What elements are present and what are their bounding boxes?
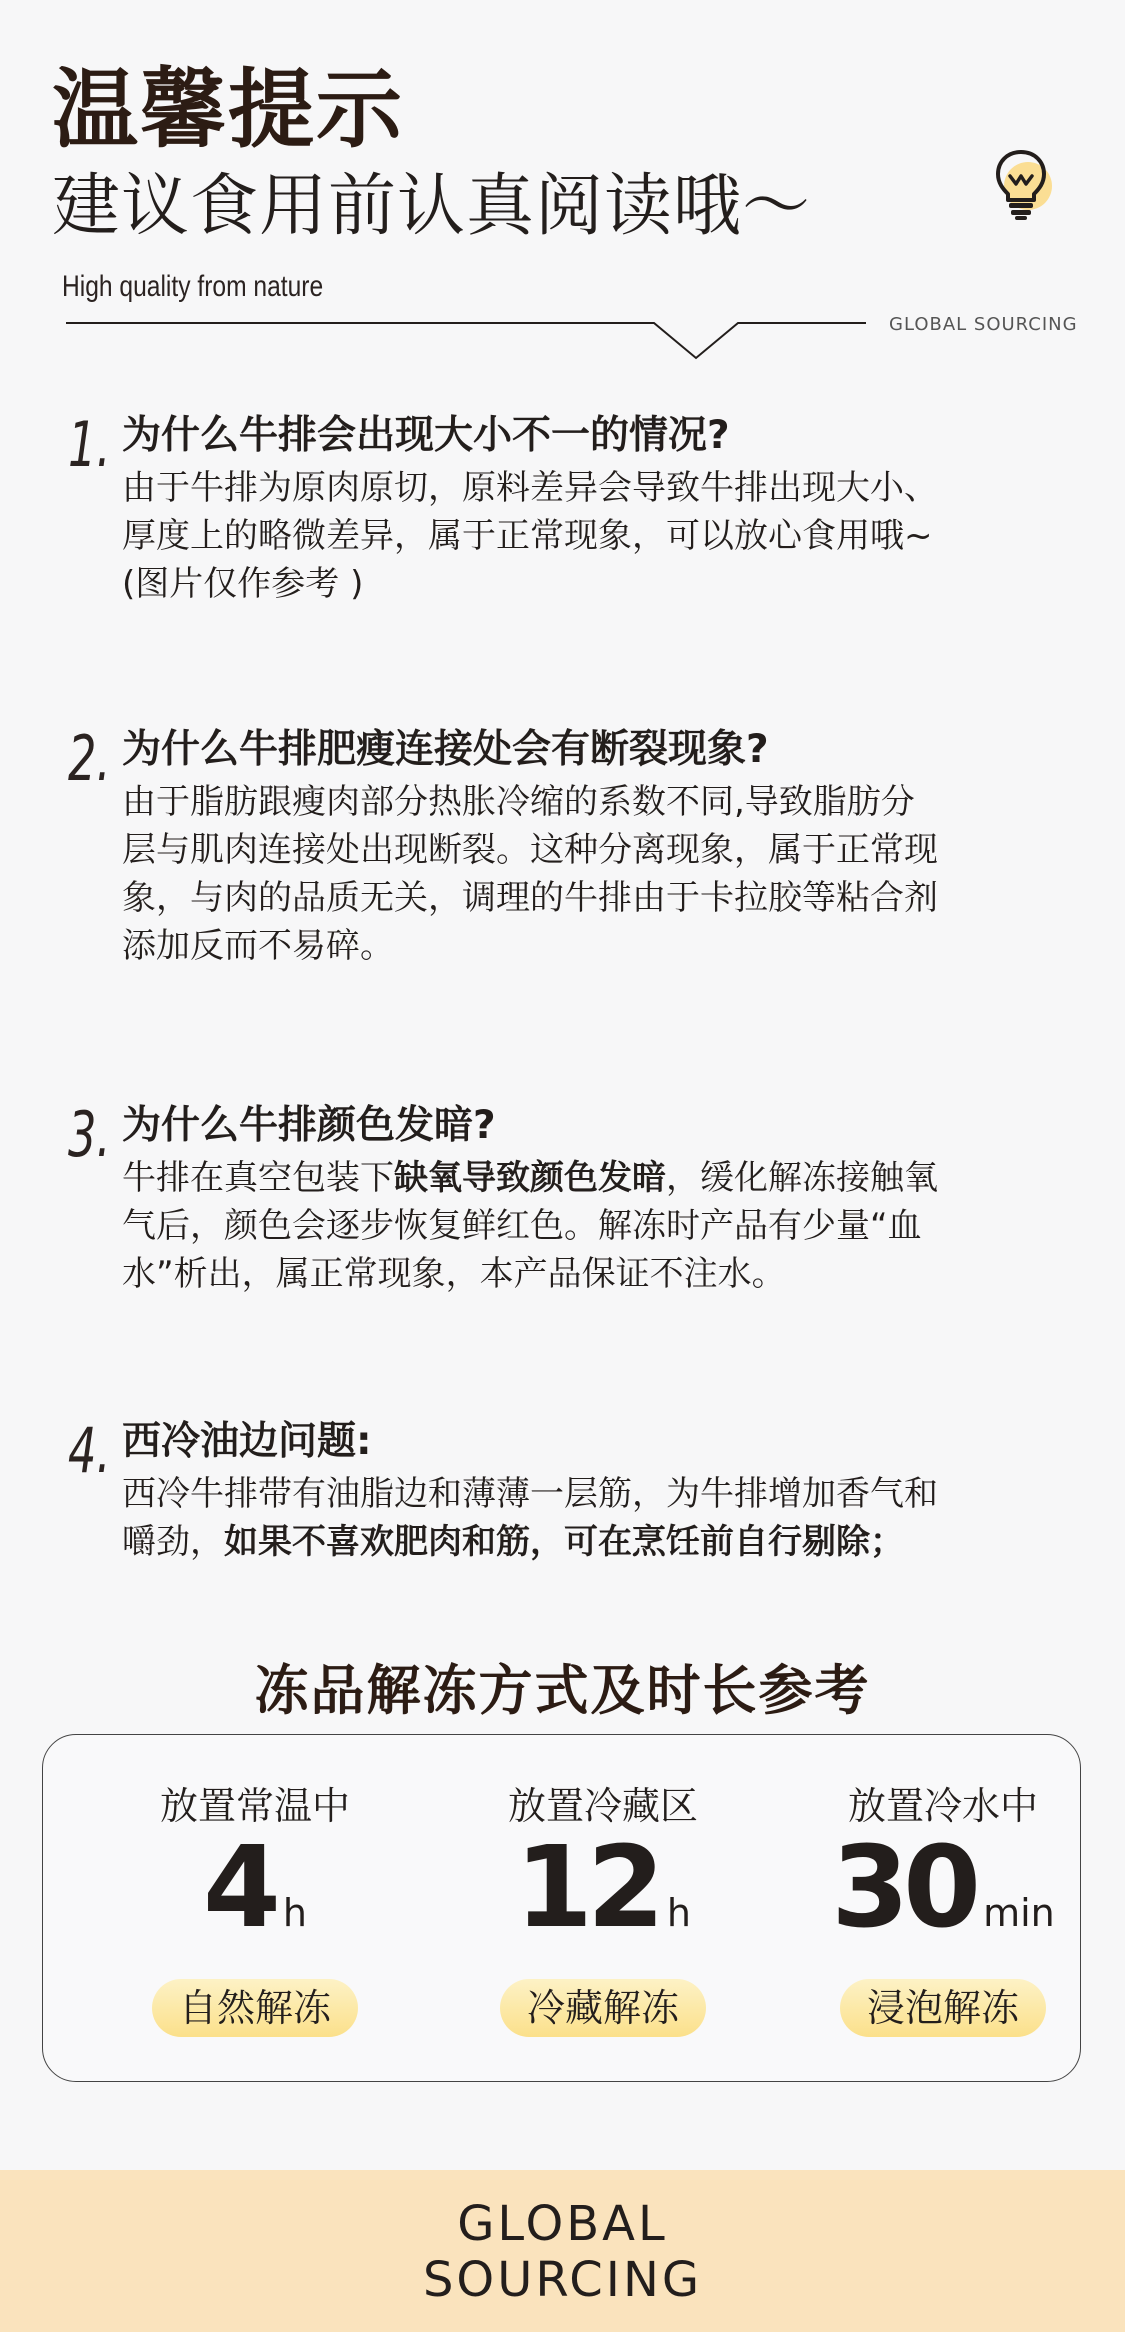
duration-unit: h [282,1891,308,1935]
answer-line [122,1154,1112,1202]
footer-banner [0,2170,1125,2332]
answer-line: 由于脂肪跟瘦肉部分热胀冷缩的系数不同,导致脂肪分 [122,782,915,822]
answer-emphasis: 如果不喜欢肥肉和筋，可在烹饪前自行剔除； [224,1522,904,1562]
lightbulb-icon [986,146,1056,222]
duration-value: 30 [831,1823,976,1953]
thaw-method-tag: 浸泡解冻 [840,1979,1046,2037]
thaw-method-label: 放置冷藏区 [507,1784,698,1828]
thaw-card [42,1734,1081,2082]
page-title: 温馨提示 [52,60,404,160]
thaw-duration [793,1823,1093,1953]
answer-text: ，缓化解冻接触氧 [666,1158,938,1198]
thaw-method-tag: 自然解冻 [152,1979,358,2037]
divider-line [66,318,866,364]
answer-line: 象，与肉的品质无关，调理的牛排由于卡拉胶等粘合剂 [122,878,938,918]
item-answer [122,778,1112,970]
thaw-method-label: 放置常温中 [159,1784,350,1828]
answer-line [122,1518,1112,1566]
item-number: 4. [68,1414,111,1487]
duration-value: 12 [515,1823,659,1953]
footer-brand [0,2196,1125,2308]
footer-line-2: SOURCING [422,2252,703,2308]
duration-value: 4 [202,1823,275,1953]
item-question: 为什么牛排会出现大小不一的情况? [122,413,730,458]
footer-line-1: GLOBAL [457,2196,668,2252]
item-question: 西冷油边问题: [122,1419,372,1464]
answer-line: 厚度上的略微差异，属于正常现象，可以放心食用哦~ [122,516,933,556]
answer-line: 气后，颜色会逐步恢复鲜红色。解冻时产品有少量“血 [122,1206,922,1246]
answer-emphasis: 缺氧导致颜色发暗 [394,1158,666,1198]
item-answer [122,1154,1112,1298]
answer-line: 层与肌肉连接处出现断裂。这种分离现象，属于正常现 [122,830,938,870]
thaw-duration [105,1823,405,1953]
item-question: 为什么牛排颜色发暗? [122,1103,496,1148]
duration-unit: h [666,1891,691,1935]
duration-unit: min [983,1891,1055,1935]
answer-line: 西冷牛排带有油脂边和薄薄一层筋，为牛排增加香气和 [122,1474,938,1514]
item-number: 1. [68,408,111,481]
thaw-duration [453,1823,753,1953]
answer-text: 牛排在真空包装下 [122,1158,394,1198]
thaw-method-label: 放置冷水中 [847,1784,1038,1828]
item-number: 3. [68,1098,111,1171]
tagline: High quality from nature [62,270,324,303]
answer-text: 嚼劲， [122,1522,224,1562]
thaw-section-title: 冻品解冻方式及时长参考 [254,1659,871,1722]
item-number: 2. [68,722,111,795]
answer-line: (图片仅作参考 ) [122,564,364,604]
item-question: 为什么牛排肥瘦连接处会有断裂现象? [122,727,769,772]
thaw-method-tag: 冷藏解冻 [500,1979,706,2037]
item-answer [122,464,1112,608]
answer-line: 水”析出，属正常现象，本产品保证不注水。 [122,1254,786,1294]
answer-line: 由于牛排为原肉原切，原料差异会导致牛排出现大小、 [122,468,938,508]
page-subtitle: 建议食用前认真阅读哦～ [52,167,812,246]
item-answer [122,1470,1112,1566]
answer-line: 添加反而不易碎。 [122,926,394,966]
global-sourcing-label: GLOBAL SOURCING [889,314,1078,335]
